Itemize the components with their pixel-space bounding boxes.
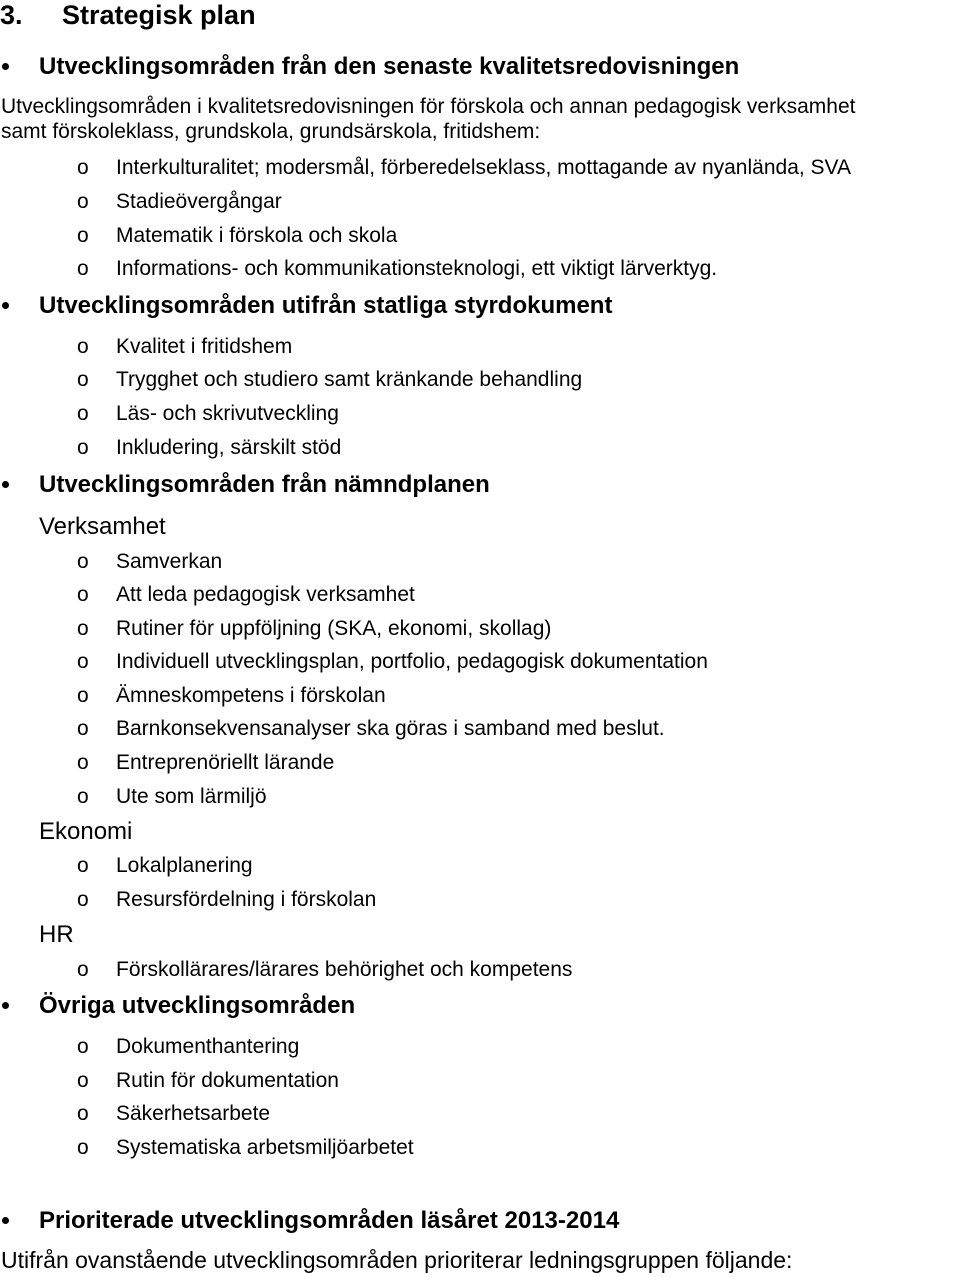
- list-marker: o: [77, 1102, 89, 1125]
- list-marker: o: [77, 156, 89, 179]
- heading-title: Strategisk plan: [62, 0, 256, 30]
- list-marker: o: [77, 368, 89, 391]
- list-item: Att leda pedagogisk verksamhet: [116, 583, 415, 606]
- list-marker: o: [77, 1035, 89, 1058]
- list-marker: o: [77, 257, 89, 280]
- list-item: Lokalplanering: [116, 854, 253, 877]
- group-label: HR: [39, 921, 74, 948]
- bullet-dot: [2, 1217, 9, 1224]
- list-item: Säkerhetsarbete: [116, 1102, 271, 1125]
- bullet-dot: [2, 1002, 9, 1009]
- list-marker: o: [77, 224, 89, 247]
- section-heading: Utvecklingsområden från nämndplanen: [39, 471, 490, 498]
- heading-number: 3.: [0, 0, 23, 30]
- list-marker: o: [77, 550, 89, 573]
- list-item: Barnkonsekvensanalyser ska göras i samband med beslut.: [116, 717, 665, 740]
- list-item: Läs- och skrivutveckling: [116, 402, 339, 425]
- list-item: Rutin för dokumentation: [116, 1069, 339, 1092]
- list-marker: o: [77, 335, 89, 358]
- list-marker: o: [77, 583, 89, 606]
- list-item: Samverkan: [116, 550, 223, 573]
- list-item: Resursfördelning i förskolan: [116, 888, 377, 911]
- list-item: Rutiner för uppföljning (SKA, ekonomi, skollag): [116, 617, 552, 640]
- paragraph-line: Utifrån ovanstående utvecklingsområden prioriterar ledningsgruppen följande:: [1, 1247, 793, 1273]
- list-marker: o: [77, 1136, 89, 1159]
- group-label: Ekonomi: [39, 818, 133, 845]
- list-item: Ämneskompetens i förskolan: [116, 684, 386, 707]
- section-heading: Utvecklingsområden utifrån statliga styrdokument: [39, 292, 613, 319]
- list-marker: o: [77, 650, 89, 673]
- list-item: Stadieövergångar: [116, 190, 282, 213]
- list-item: Interkulturalitet; modersmål, förberedelseklass, mottagande av nyanlända, SVA: [116, 156, 851, 179]
- bullet-dot: [2, 63, 9, 70]
- list-item: Inkludering, särskilt stöd: [116, 436, 342, 459]
- group-label: Verksamhet: [39, 513, 166, 540]
- list-item: Systematiska arbetsmiljöarbetet: [116, 1136, 414, 1159]
- list-item: Dokumenthantering: [116, 1035, 300, 1058]
- paragraph-line: samt förskoleklass, grundskola, grundsärskola, fritidshem:: [1, 120, 541, 143]
- section-heading: Övriga utvecklingsområden: [39, 992, 356, 1019]
- list-item: Ute som lärmiljö: [116, 785, 267, 808]
- list-item: Entreprenöriellt lärande: [116, 751, 335, 774]
- page-title: [0, 2, 256, 29]
- list-marker: o: [77, 684, 89, 707]
- list-item: Trygghet och studiero samt kränkande behandling: [116, 368, 583, 391]
- list-marker: o: [77, 617, 89, 640]
- list-item: Individuell utvecklingsplan, portfolio, pedagogisk dokumentation: [116, 650, 708, 673]
- list-marker: o: [77, 436, 89, 459]
- section-heading: Utvecklingsområden från den senaste kvalitetsredovisningen: [39, 53, 740, 80]
- list-marker: o: [77, 1069, 89, 1092]
- bullet-dot: [2, 481, 9, 488]
- list-item: Kvalitet i fritidshem: [116, 335, 293, 358]
- list-marker: o: [77, 190, 89, 213]
- list-marker: o: [77, 854, 89, 877]
- list-marker: o: [77, 888, 89, 911]
- list-marker: o: [77, 402, 89, 425]
- list-item: Matematik i förskola och skola: [116, 224, 398, 247]
- bullet-dot: [2, 302, 9, 309]
- paragraph-line: Utvecklingsområden i kvalitetsredovisningen för förskola och annan pedagogisk verksamhet: [1, 95, 856, 118]
- list-item: Informations- och kommunikationsteknologi, ett viktigt lärverktyg.: [116, 257, 718, 280]
- list-marker: o: [77, 785, 89, 808]
- list-marker: o: [77, 751, 89, 774]
- list-item: Förskollärares/lärares behörighet och kompetens: [116, 958, 573, 981]
- list-marker: o: [77, 958, 89, 981]
- section-heading: Prioriterade utvecklingsområden läsåret 2013-2014: [39, 1207, 620, 1234]
- list-marker: o: [77, 717, 89, 740]
